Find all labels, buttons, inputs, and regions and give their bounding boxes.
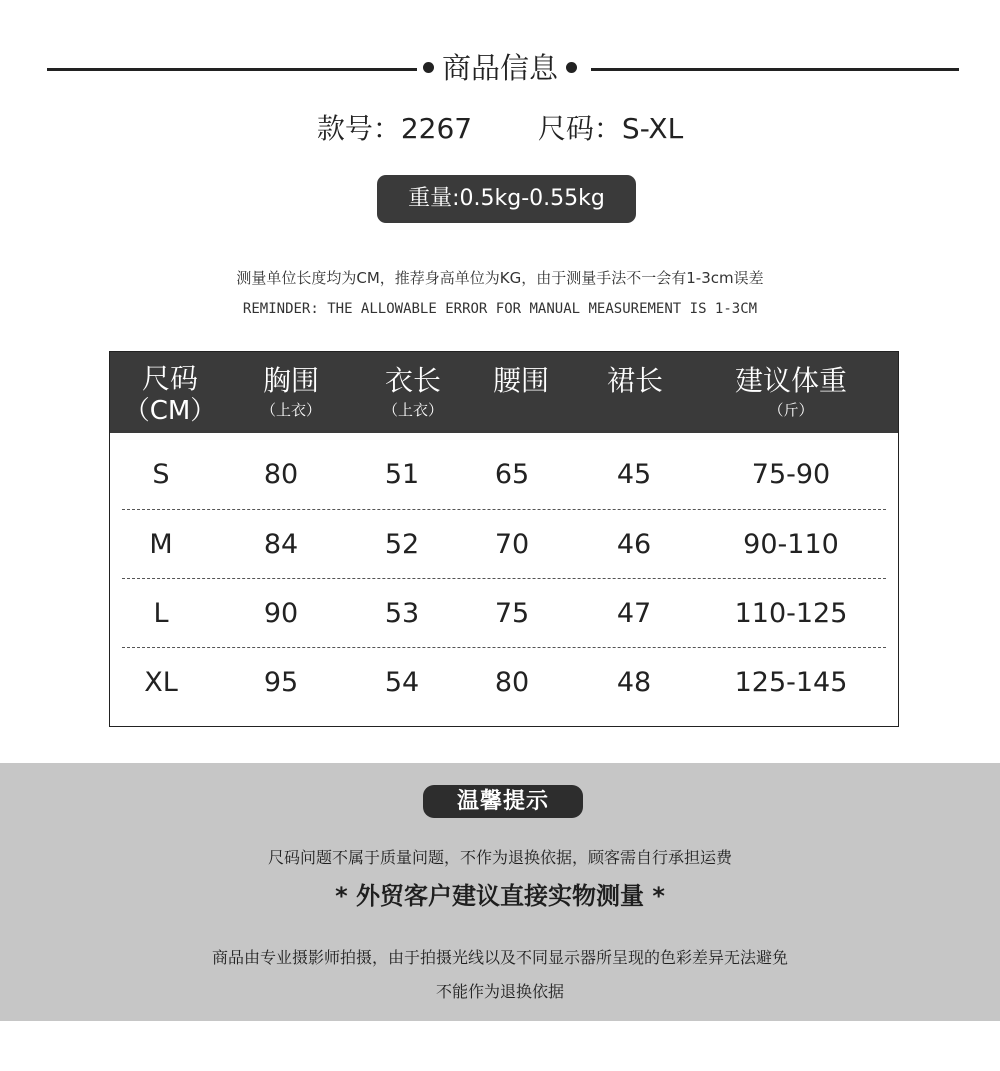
weight-badge: 重量:0.5kg-0.55kg — [377, 175, 636, 223]
measurement-note-zh: 测量单位长度均为CM，推荐身高单位为KG，由于测量手法不一会有1-3cm误差 — [236, 269, 764, 287]
cell-waist: 75 — [494, 598, 530, 629]
header-skirt-length: 裙长 — [606, 364, 663, 397]
style-value: 2267 — [400, 112, 473, 145]
cell-chest: 95 — [263, 667, 299, 698]
tip-color-variance: 商品由专业摄影师拍摄，由于拍摄光线以及不同显示器所呈现的色彩差异无法避免 — [211, 948, 788, 967]
cell-skirt-length: 46 — [616, 529, 652, 560]
header-chest: 胸围 （上衣） — [260, 364, 321, 419]
header-waist: 腰围 — [492, 364, 549, 397]
cell-chest: 84 — [263, 529, 299, 560]
cell-skirt-length: 48 — [616, 667, 652, 698]
cell-weight: 125-145 — [734, 667, 848, 698]
cell-waist: 80 — [494, 667, 530, 698]
cell-skirt-length: 45 — [616, 459, 652, 490]
header-weight: 建议体重 （斤） — [734, 364, 847, 419]
header-size: 尺码 （CM） — [123, 362, 217, 426]
measurement-note-en: REMINDER: THE ALLOWABLE ERROR FOR MANUAL MEASUREMENT IS 1-3CM — [242, 301, 758, 317]
table-row — [110, 440, 898, 509]
product-info — [0, 108, 1000, 150]
bullet-dot-left-icon — [423, 62, 434, 73]
cell-waist: 65 — [494, 459, 530, 490]
cell-weight: 90-110 — [743, 529, 839, 560]
cell-length: 52 — [384, 529, 420, 560]
size-label: 尺码： — [537, 112, 622, 145]
tips-title: 温馨提示 — [423, 785, 583, 818]
cell-chest: 90 — [263, 598, 299, 629]
table-row — [110, 579, 898, 648]
bullet-dot-right-icon — [566, 62, 577, 73]
cell-size: S — [152, 459, 170, 490]
section-title — [0, 48, 1000, 88]
size-value: S-XL — [621, 112, 684, 145]
cell-size: M — [149, 529, 173, 560]
table-row — [110, 648, 898, 717]
cell-weight: 110-125 — [734, 598, 848, 629]
cell-chest: 80 — [263, 459, 299, 490]
size-table — [109, 351, 899, 727]
tip-not-return-basis: 不能作为退换依据 — [435, 982, 564, 1001]
table-row — [110, 510, 898, 579]
cell-waist: 70 — [494, 529, 530, 560]
size-table-header — [110, 352, 898, 433]
cell-skirt-length: 47 — [616, 598, 652, 629]
header-length: 衣长 （上衣） — [382, 364, 443, 419]
cell-length: 54 — [384, 667, 420, 698]
tip-size-not-quality: 尺码问题不属于质量问题，不作为退换依据，顾客需自行承担运费 — [267, 848, 732, 867]
cell-size: XL — [144, 667, 178, 698]
cell-length: 51 — [384, 459, 420, 490]
tip-measure-actual: * 外贸客户建议直接实物测量 * — [335, 882, 665, 910]
style-label: 款号： — [316, 112, 401, 145]
cell-weight: 75-90 — [751, 459, 831, 490]
cell-size: L — [153, 598, 169, 629]
cell-length: 53 — [384, 598, 420, 629]
section-title-text: 商品信息 — [441, 51, 558, 85]
